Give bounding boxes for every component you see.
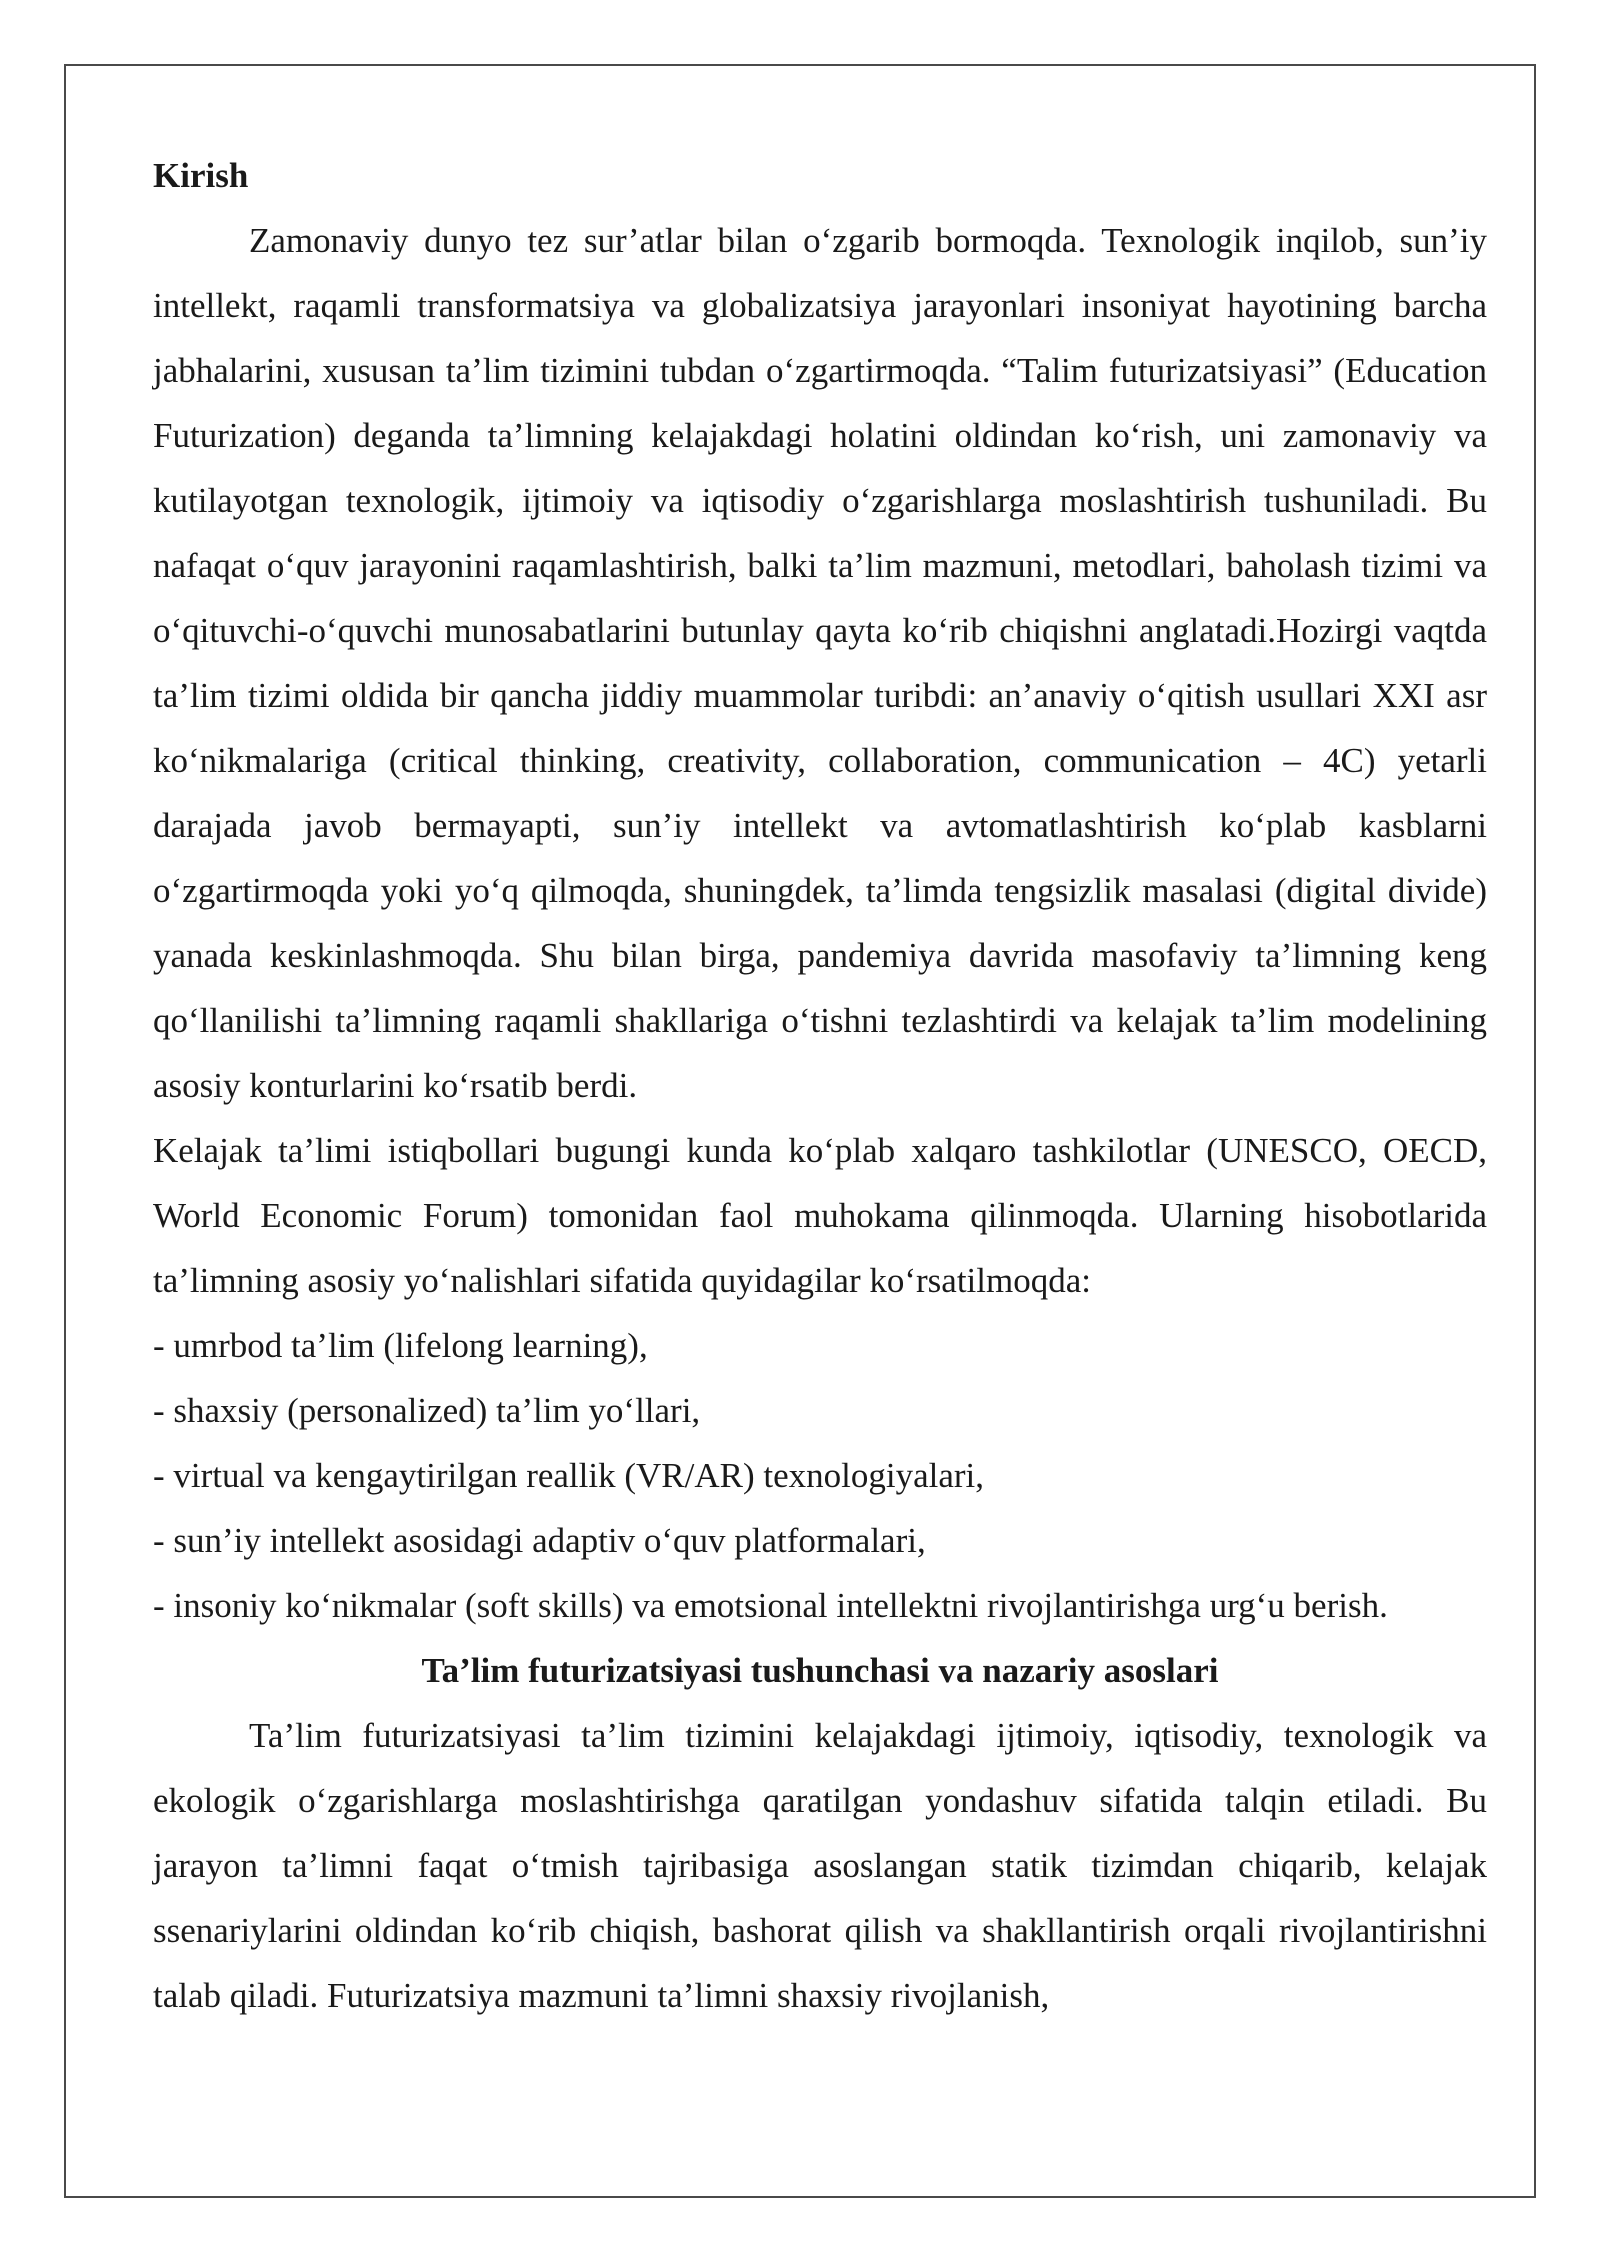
list-item: - umrbod ta’lim (lifelong learning), [153, 1326, 648, 1365]
intro-paragraph: Zamonaviy dunyo tez sur’atlar bilan o‘zgarib bormoqda. Texnologik inqilob, sun’iy intellekt, raqamli transformatsiya va globalizatsiya jarayonlari insoniyat hayotining barcha jabhalarini, xususan ta’lim tizimini tubdan o‘zgartirmoqda. “Talim futurizatsiyasi” (Education Futurization) deganda ta’limning kelajakdagi holatini oldindan ko‘rish, uni zamonaviy va kutilayotgan texnologik, ijtimoiy va iqtisodiy o‘zgarishlarga moslashtirish tushuniladi. Bu nafaqat o‘quv jarayonini raqamlashtirish, balki ta’lim mazmuni, metodlari, baholash tizimi va o‘qituvchi-o‘quvchi munosabatlarini butunlay qayta ko‘rib chiqishni anglatadi.Hozirgi vaqtda ta’lim tizimi oldida bir qancha jiddiy muammolar turibdi: an’anaviy o‘qitish usullari XXI asr ko‘nikmalariga (critical thinking, creativity, collaboration, communication – 4C) yetarli darajada javob bermayapti, sun’iy intellekt va avtomatlashtirish ko‘plab kasblarni o‘zgartirmoqda yoki yo‘q qilmoqda, shuningdek, ta’limda tengsizlik masalasi (digital divide) yanada keskinlashmoqda. Shu bilan birga, pandemiya davrida masofaviy ta’limning keng qo‘llanilishi ta’limning raqamli shakllariga o‘tishni tezlashtirdi va kelajak ta’lim modelining asosiy konturlarini ko‘rsatib berdi. [153, 221, 1487, 1105]
directions-list [153, 1313, 1487, 1638]
list-item: - insoniy ko‘nikmalar (soft skills) va emotsional intellektni rivojlantirishga urg‘u berish. [153, 1586, 1388, 1625]
list-item: - sun’iy intellekt asosidagi adaptiv o‘quv platformalari, [153, 1521, 926, 1560]
section-heading-theory: Ta’lim futurizatsiyasi tushunchasi va nazariy asoslari [421, 1651, 1219, 1690]
section-heading-kirish: Kirish [153, 156, 249, 195]
list-item: - shaxsiy (personalized) ta’lim yo‘llari, [153, 1391, 701, 1430]
theory-paragraph: Ta’lim futurizatsiyasi ta’lim tizimini kelajakdagi ijtimoiy, iqtisodiy, texnologik va ekologik o‘zgarishlarga moslashtirishga qaratilgan yondashuv sifatida talqin etiladi. Bu jarayon ta’limni faqat o‘tmish tajribasiga asoslangan statik tizimdan chiqarib, kelajak ssenariylarini oldindan ko‘rib chiqish, bashorat qilish va shakllantirish orqali rivojlantirishni talab qiladi. Futurizatsiya mazmuni ta’limni shaxsiy rivojlanish, [153, 1716, 1487, 2015]
document-body [153, 143, 1487, 2028]
list-item: - virtual va kengaytirilgan reallik (VR/AR) texnologiyalari, [153, 1456, 985, 1495]
perspectives-paragraph: Kelajak ta’limi istiqbollari bugungi kunda ko‘plab xalqaro tashkilotlar (UNESCO, OECD, World Economic Forum) tomonidan faol muhokama qilinmoqda. Ularning hisobotlarida ta’limning asosiy yo‘nalishlari sifatida quyidagilar ko‘rsatilmoqda: [153, 1131, 1487, 1300]
